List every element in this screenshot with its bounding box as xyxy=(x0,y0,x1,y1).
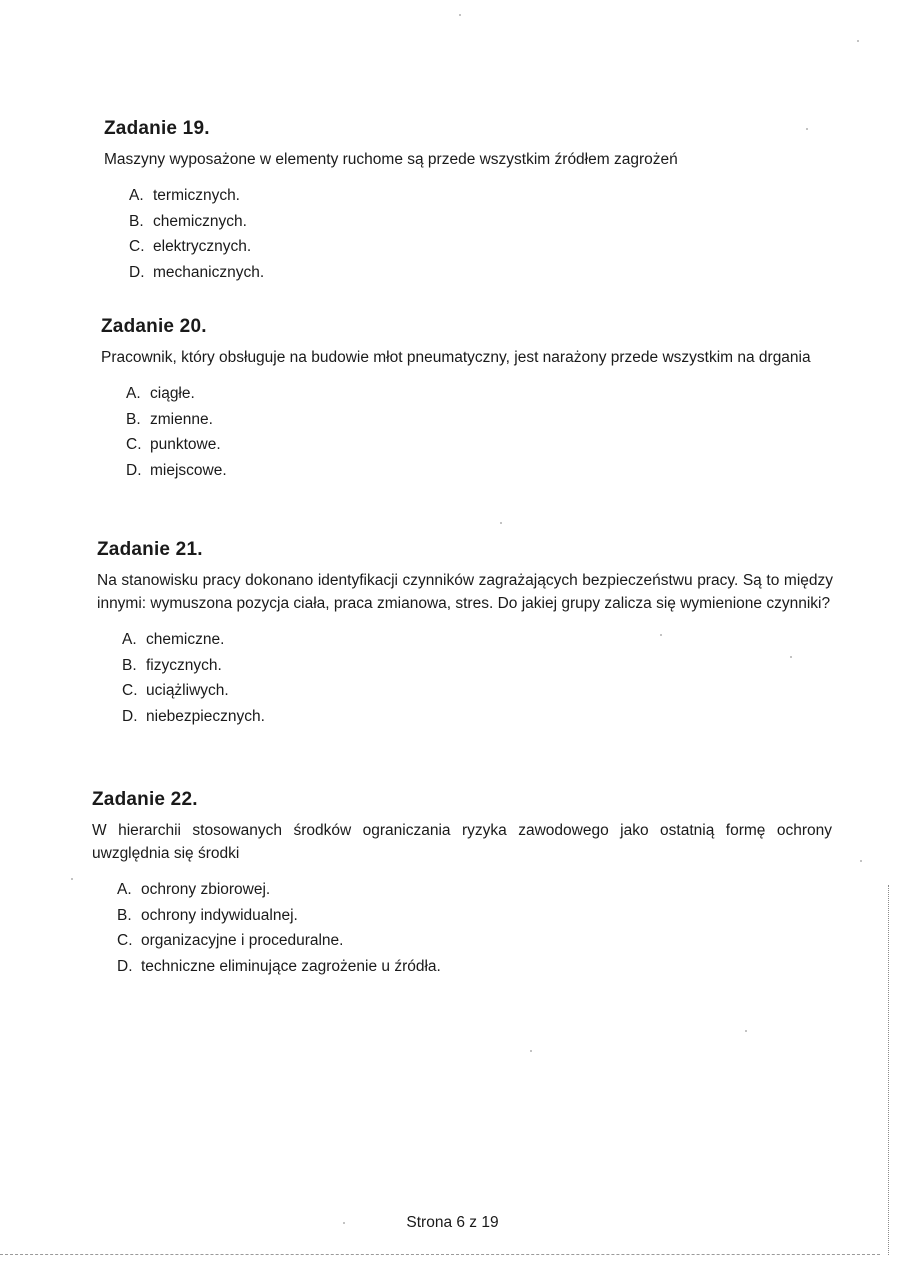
answer-option-d xyxy=(126,458,837,484)
option-letter: B. xyxy=(117,906,132,924)
scan-edge-line xyxy=(888,885,889,1255)
option-letter: A. xyxy=(122,631,137,648)
option-text: termicznych. xyxy=(153,187,240,204)
answer-option-b xyxy=(117,903,832,929)
answer-option-b xyxy=(126,407,837,433)
answer-option-c xyxy=(117,928,832,954)
answer-option-c xyxy=(126,432,837,458)
option-letter: C. xyxy=(117,932,133,949)
task-question: Maszyny wyposażone w elementy ruchome są przede wszystkim źródłem zagrożeń xyxy=(104,151,678,168)
page-number: Strona 6 z 19 xyxy=(406,1214,499,1231)
option-letter: D. xyxy=(117,957,133,975)
task-19 xyxy=(104,118,839,285)
option-letter: C. xyxy=(122,682,138,699)
answer-option-b xyxy=(122,653,833,679)
answer-options xyxy=(104,183,839,285)
option-letter: B. xyxy=(122,656,137,674)
answer-options xyxy=(101,381,837,483)
answer-options xyxy=(97,627,833,729)
scan-speck xyxy=(745,1030,747,1032)
option-text: chemicznych. xyxy=(153,212,247,230)
option-letter: C. xyxy=(129,238,145,255)
option-letter: C. xyxy=(126,436,142,453)
option-text: fizycznych. xyxy=(146,656,222,674)
task-title: Zadanie 22. xyxy=(92,789,198,810)
option-text: organizacyjne i proceduralne. xyxy=(141,932,344,949)
option-letter: A. xyxy=(126,385,141,402)
answer-option-a xyxy=(117,877,832,903)
scan-edge-line xyxy=(0,1254,880,1255)
option-text: ochrony zbiorowej. xyxy=(141,881,271,898)
answer-option-a xyxy=(126,381,837,407)
answer-option-a xyxy=(129,183,839,209)
scan-speck xyxy=(860,860,862,862)
answer-option-b xyxy=(129,209,839,235)
scan-speck xyxy=(343,1222,345,1224)
option-text: ciągłe. xyxy=(150,385,195,402)
scan-speck xyxy=(71,878,73,880)
option-letter: D. xyxy=(122,707,138,725)
option-text: chemiczne. xyxy=(146,631,225,648)
task-20 xyxy=(101,316,837,483)
answer-option-d xyxy=(117,954,832,980)
scan-speck xyxy=(459,14,461,16)
option-text: niebezpiecznych. xyxy=(146,707,265,725)
scan-speck xyxy=(500,522,502,524)
answer-option-d xyxy=(122,704,833,730)
scan-speck xyxy=(790,656,792,658)
task-title: Zadanie 20. xyxy=(101,316,207,337)
task-22 xyxy=(92,789,832,979)
task-21 xyxy=(97,539,833,729)
option-letter: A. xyxy=(117,881,132,898)
option-text: zmienne. xyxy=(150,410,213,428)
answer-option-c xyxy=(129,234,839,260)
option-letter: B. xyxy=(129,212,144,230)
task-question: Pracownik, który obsługuje na budowie młot pneumatyczny, jest narażony przede wszystkim na drgania xyxy=(101,349,811,366)
answer-option-c xyxy=(122,678,833,704)
answer-option-a xyxy=(122,627,833,653)
scan-speck xyxy=(806,128,808,130)
task-question: Na stanowisku pracy dokonano identyfikacji czynników zagrażających bezpieczeństwu pracy. Są to między innymi: wymuszona pozycja ciała, praca zmianowa, stres. Do jakiej grupy zalicza się wymienione czynniki? xyxy=(97,572,833,612)
option-letter: D. xyxy=(129,263,145,281)
option-letter: B. xyxy=(126,410,141,428)
scan-speck xyxy=(530,1050,532,1052)
option-letter: D. xyxy=(126,461,142,479)
page-footer xyxy=(0,1214,899,1232)
task-title: Zadanie 19. xyxy=(104,118,210,139)
option-text: ochrony indywidualnej. xyxy=(141,906,298,924)
task-title: Zadanie 21. xyxy=(97,539,203,560)
option-text: mechanicznych. xyxy=(153,263,265,281)
option-text: techniczne eliminujące zagrożenie u źródła. xyxy=(141,957,441,975)
option-letter: A. xyxy=(129,187,144,204)
scan-speck xyxy=(857,40,859,42)
answer-options xyxy=(92,877,832,979)
scan-speck xyxy=(660,634,662,636)
option-text: miejscowe. xyxy=(150,461,227,479)
option-text: uciążliwych. xyxy=(146,682,229,699)
answer-option-d xyxy=(129,260,839,286)
option-text: punktowe. xyxy=(150,436,221,453)
option-text: elektrycznych. xyxy=(153,238,252,255)
task-question: W hierarchii stosowanych środków ograniczania ryzyka zawodowego jako ostatnią formę ochrony uwzględnia się środki xyxy=(92,822,832,862)
